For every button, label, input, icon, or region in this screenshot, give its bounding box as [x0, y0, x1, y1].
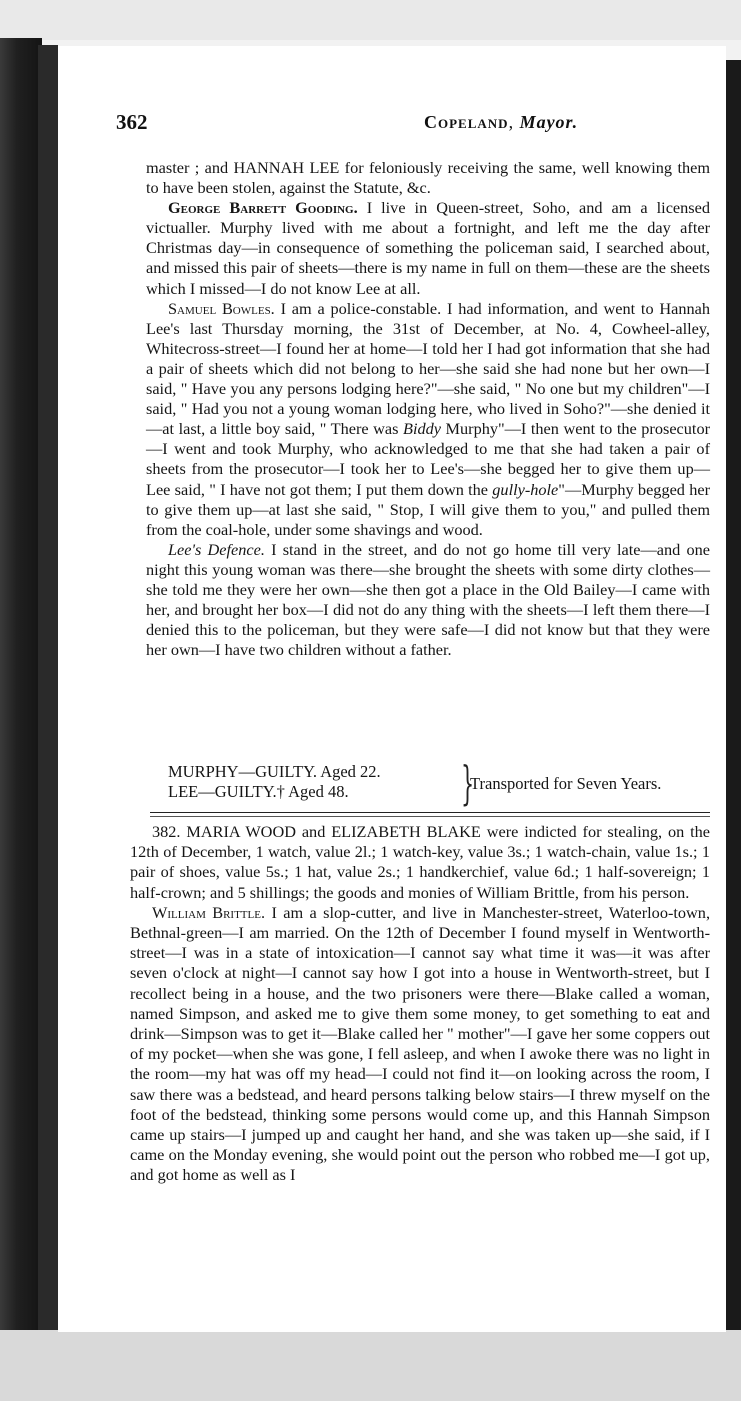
defence-text: I stand in the street, and do not go home till very late—and one night this young woman was there—she brought the sheets with some dirty clothes—she told me they were her own—she then got a place in the Old Bailey—I came with her, and brought her box—I did not do any thing with the sheets—I left them there—I denied this to the policeman, but they were safe—I did not know but that they were her own—I have two children without a father. [146, 539, 710, 660]
book-spine [0, 38, 42, 1401]
case-382-text [130, 822, 710, 1186]
witness-testimony-c: "—Murphy begged her to give them up—at last she said, " Stop, I will give them to you," and pulled them from the coal-hole, under some shavings and wood. [146, 479, 710, 539]
defendants: MARIA WOOD and ELIZABETH BLAKE [186, 822, 481, 841]
witness-gooding-paragraph [146, 198, 710, 298]
witness-testimony: I live in Queen-street, Soho, and am a licensed victualler. Murphy lived with me about a fortnight, and left me the day after Christmas day—in consequence of something the policeman said, I searched about, and missed this pair of sheets—there is my name in full on them—these are the sheets which I missed—I do not know Lee at all. [146, 198, 710, 298]
witness-bowles-paragraph [146, 299, 710, 540]
running-head-title: Mayor. [519, 112, 579, 132]
witness-testimony-italic-name: Biddy [403, 419, 441, 439]
case-381-text [146, 158, 710, 660]
page-right-edge [724, 60, 741, 1330]
witness-name: Samuel Bowles. [168, 298, 275, 318]
defence-label: Lee's Defence. [168, 539, 265, 559]
running-head-name: Copeland [424, 112, 509, 132]
case-number: 382. [152, 822, 181, 841]
section-divider-thin [150, 816, 710, 817]
witness-name: George Barrett Gooding. [168, 198, 358, 218]
scan-top-margin [0, 0, 741, 40]
verdict-lines [168, 762, 458, 802]
defence-paragraph [146, 540, 710, 661]
verdict-murphy: MURPHY—GUILTY. Aged 22. [168, 762, 381, 781]
verdict-sentence: Transported for Seven Years. [470, 774, 662, 793]
page-number: 362 [116, 110, 148, 134]
witness-testimony-a: I am a police-constable. I had information, and went to Hannah Lee's last Thursday morning, the 31st of December, at No. 4, Cowheel-alley, Whitecross-street—I found her at home—I told her I had got information that she had a pair of sheets which did not belong to her—she said she had none but her own—I said, " Have you any persons lodging here?"—she said, " No one but my children"—I said, " Had you not a young woman lodging here, who lived in Soho?"—she denied it—at last, a little boy said, " There was [146, 298, 711, 439]
witness-testimony: I am a slop-cutter, and live in Manchester-street, Waterloo-town, Bethnal-green—I am married. On the 12th of December I found myself in Wentworth-street—I was in a state of intoxication—I cannot say what time it was—it was after seven o'clock at night—I cannot say how I got into a house in Wentworth-street, but I recollect being in a house, and the two prisoners were there—Blake called a woman, named Simpson, and asked me to give them some money, to get something to eat and drink—Simpson was to get it—Blake called her " mother"—I gave her some coppers out of my pocket—when she was gone, I fell asleep, and when I awoke there was no light in the room—my hat was off my head—I could not find it—on looking across the room, I saw there was a bedstead, and heard persons talking below stairs—I threw myself on the foot of the bedstead, thinking some persons would come up, and this Hannah Simpson came up stairs—I jumped up and caught her hand, and she was taken up—she said, if I came on the Monday evening, she would point out the person who robbed me—I got up, and got home as well as I [130, 902, 711, 1185]
indictment-continuation: master ; and HANNAH LEE for feloniously receiving the same, well knowing them to have been stolen, against the Statute, &c. [146, 158, 710, 198]
indictment-text: were indicted for stealing, on the 12th of December, 1 watch, value 2l.; 1 watch-key, value 3s.; 1 watch-chain, value 1s.; 1 pair of shoes, value 5s.; 1 hat, value 2s.; 1 handkerchief, value 6d.; 1 half-sovereign; 1 half-crown; and 5 shillings; the goods and monies of William Brittle, from his person. [130, 822, 711, 902]
running-head: Copeland, Mayor. [424, 112, 579, 132]
verdict-block [168, 756, 708, 810]
scan-bottom-margin [0, 1330, 741, 1401]
witness-testimony-italic-gully: gully-hole [492, 479, 559, 499]
section-divider [150, 812, 710, 813]
verdict-lee: LEE—GUILTY.† Aged 48. [168, 782, 349, 801]
brace-symbol: } [461, 756, 475, 810]
witness-brittle-paragraph [130, 903, 710, 1186]
witness-name: William Brittle. [152, 902, 266, 922]
witness-testimony-b: Murphy"—I then went to the prosecutor—I went and took Murphy, who acknowledged to me that she had taken a pair of sheets from the prosecutor—I took her to Lee's—she begged her to give them up—Lee said, " I have not got them; I put them down the [146, 419, 711, 499]
case-382-indictment [130, 822, 710, 903]
page-gutter-shadow [38, 45, 58, 1335]
